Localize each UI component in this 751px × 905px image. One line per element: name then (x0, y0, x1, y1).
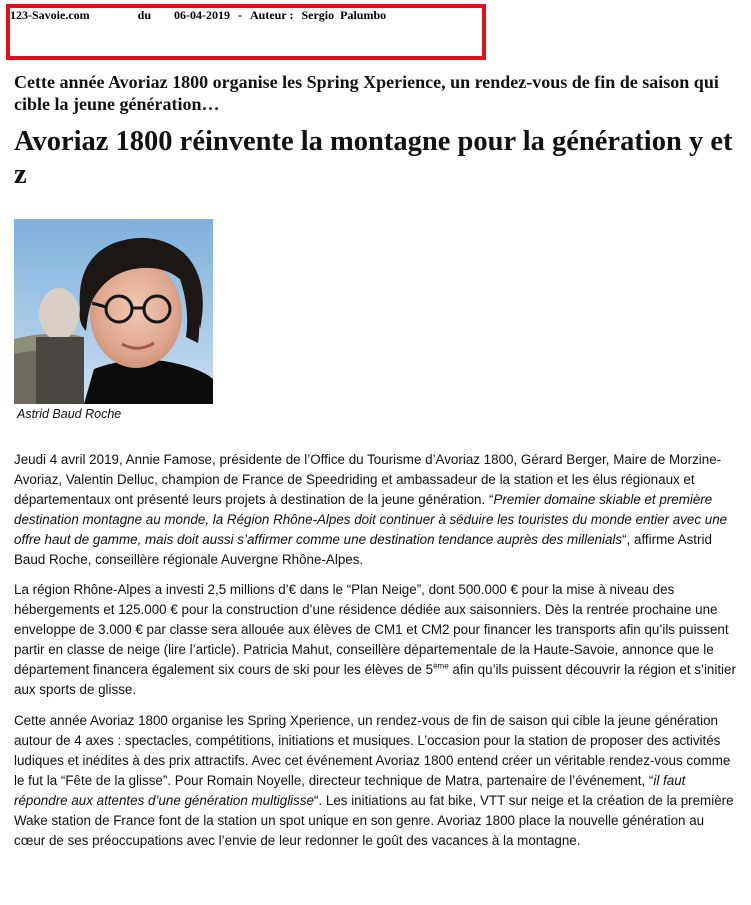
source-author-label: Auteur : (250, 8, 294, 22)
article-chapeau: Cette année Avoriaz 1800 organise les Spring Xperience, un rendez-vous de fin de saison qui cible la jeune génération… (14, 72, 719, 114)
paragraph-3-quote: il faut répondre aux attentes d’une génération multiglisse (14, 773, 686, 808)
paragraph-1-text-b: “, affirme Astrid Baud Roche, conseillère régionale Auvergne Rhône-Alpes. (14, 532, 712, 567)
paragraph-2-text-a: La région Rhône-Alpes a investi 2,5 millions d’€ dans le “Plan Neige”, dont 500.000 € pour la mise à niveau des hébergements et 125.000 € pour la construction d’une résidence dédiée aux saisonniers. Dès la rentrée prochaine une enveloppe de 3.000 € par classe sera allouée aux élèves de CM1 et CM2 pour financer les transports afin qu’ils puissent partir en classe de neige (lire l’article). Patricia Mahut, conseillère départementale de la Haute-Savoie, annonce que le département financera également six cours de ski pour les élèves de 5 (14, 582, 729, 677)
source-separator: - (238, 8, 243, 22)
paragraph-3-text-b: “. Les initiations au fat bike, VTT sur neige et la création de la première Wake station de France font de la station un spot unique en son genre. Avoriaz 1800 place la nouvelle génération au cœur de ses préoccupations avec l’envie de leur redonner le goût des vacances à la montagne. (14, 793, 734, 848)
source-date: 06-04-2019 (174, 8, 231, 22)
paragraph-2-text-b: afin qu’ils puissent découvrir la région et s’initier aux sports de glisse. (14, 662, 736, 697)
article-headline: Avoriaz 1800 réinvente la montagne pour la génération y et z (14, 126, 733, 190)
paragraph-3-text-a: Cette année Avoriaz 1800 organise les Spring Xperience, un rendez-vous de fin de saison qui cible la jeune génération autour de 4 axes : spectacles, compétitions, initiations et musiques. L’occasion pour la station de proposer des activités ludiques et inédites à des prix attractifs. Avec cet événement Avoriaz 1800 entend créer un véritable rendez-vous comme le fut la “Fête de la glisse”. Pour Romain Noyelle, directeur technique de Matra, partenaire de l’événement, “ (14, 713, 731, 788)
article-paragraph-1 (14, 450, 736, 570)
paragraph-2-superscript: ème (433, 661, 449, 671)
portrait-photo (14, 219, 213, 404)
source-author: Sergio Palumbo (301, 8, 387, 22)
article-paragraph-3 (14, 711, 736, 851)
source-site: 123-Savoie.com (10, 8, 90, 22)
paragraph-1-text-a: Jeudi 4 avril 2019, Annie Famose, présidente de l’Office du Tourisme d’Avoriaz 1800, Gérard Berger, Maire de Morzine-Avoriaz, Valentin Delluc, champion de France de Speedriding et ambassadeur de la station et les élus régionaux et départementaux ont présenté leurs projets à destination de la jeune génération. “ (14, 452, 722, 507)
photo-caption: Astrid Baud Roche (17, 407, 122, 421)
paragraph-1-quote: Premier domaine skiable et première destination montagne au monde, la Région Rhône-Alpes doit continuer à séduire les touristes du monde entier avec une offre haut de gamme, mais doit aussi s’affirmer comme une destination tendance auprès des millenials (14, 492, 728, 547)
source-header (10, 8, 386, 23)
article-paragraph-2 (14, 580, 736, 700)
source-du-label: du (137, 8, 152, 22)
